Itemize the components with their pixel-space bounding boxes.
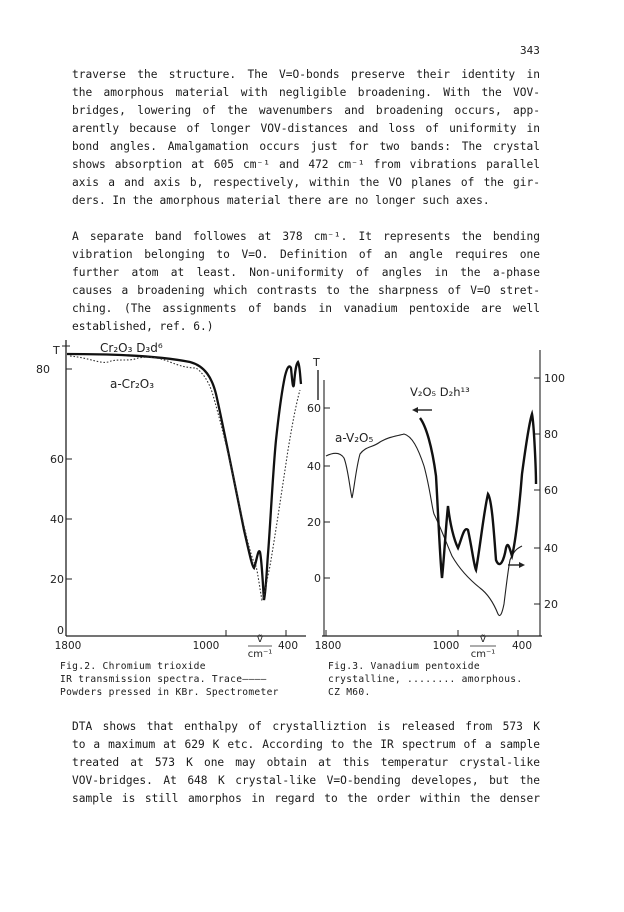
- text-line: VOV-bridges. At 648 K crystal-like V=O-bending developes, but the: [72, 774, 540, 787]
- text-line: traverse the structure. The V=O-bonds preserve their identity in: [72, 68, 540, 81]
- fig3-y-tick-left: 20: [307, 516, 321, 529]
- fig3-x-symbol: ṽ: [480, 634, 486, 645]
- caption-line: crystalline, ........ amorphous.: [328, 674, 523, 685]
- text-line: arently because of longer VOV-distances and loss of uniformity in: [72, 122, 540, 135]
- fig2-label-amorphous: a-Cr₂O₃: [110, 377, 155, 391]
- fig2-y-tick: 20: [50, 573, 64, 586]
- fig2-x-tick: 1000: [192, 640, 220, 652]
- paragraph-2: [72, 228, 540, 336]
- text-line: vibration belonging to V=O. Definition of an angle requires one: [72, 248, 540, 261]
- paragraph-1: [72, 66, 540, 210]
- figure-2-plot: [36, 340, 306, 660]
- text-line: bond angles. Amalgamation occurs just for two bands: The crystal: [72, 140, 540, 153]
- fig3-x-tick: 400: [511, 640, 533, 652]
- caption-line: CZ M60.: [328, 687, 371, 698]
- text-line: DTA shows that enthalpy of crystalliztion is released from 573 K: [72, 720, 540, 733]
- text-line: sample is still amorphos in regard to the order within the denser: [72, 792, 540, 805]
- text-line: A separate band followes at 378 cm⁻¹. It represents the bending: [72, 230, 540, 243]
- text-line: causes a broadening which contrasts to the sharpness of V=O stret-: [72, 284, 540, 297]
- figure-3-plot: [307, 350, 565, 660]
- fig3-crystalline-trace: [420, 414, 536, 578]
- fig3-x-unit: cm⁻¹: [470, 649, 496, 660]
- fig2-x-tick: 1800: [54, 640, 82, 652]
- fig3-amorphous-trace: [326, 434, 522, 616]
- text-line: ders. In the amorphous material there are no longer such axes.: [72, 194, 490, 207]
- fig3-y-tick-right: 40: [544, 542, 558, 555]
- text-line: further atom at least. Non-uniformity of angles in the a-phase: [72, 266, 540, 279]
- fig2-y-tick: 80: [36, 363, 50, 376]
- fig3-y-axis-letter: T: [313, 356, 320, 369]
- fig3-y-tick-left: 40: [307, 460, 321, 473]
- figure-3-caption: [328, 660, 522, 699]
- fig3-y-tick-right: 60: [544, 484, 558, 497]
- fig2-y-tick: 40: [50, 513, 64, 526]
- fig3-y-tick-left: 0: [314, 572, 321, 585]
- caption-line: IR transmission spectra. Trace————: [60, 674, 267, 685]
- fig2-y-tick: 0: [57, 624, 64, 637]
- fig2-x-tick: 400: [277, 640, 299, 652]
- fig2-y-axis-letter: T: [53, 344, 60, 357]
- fig3-y-tick-left: 60: [307, 402, 321, 415]
- text-line: the amorphous material with negligible broadening. With the VOV-: [72, 86, 540, 99]
- fig3-x-tick: 1000: [432, 640, 460, 652]
- fig3-y-tick-right: 100: [544, 372, 565, 385]
- fig2-crystalline-trace: [67, 354, 301, 600]
- fig2-amorphous-trace: [70, 356, 300, 600]
- figure-2-caption: [60, 660, 279, 699]
- page-number: 343: [520, 44, 540, 57]
- fig2-x-unit: cm⁻¹: [247, 649, 273, 660]
- fig3-label-amorphous: a-V₂O₅: [335, 431, 374, 445]
- fig3-y-tick-right: 80: [544, 428, 558, 441]
- fig3-x-tick: 1800: [314, 640, 342, 652]
- text-line: axis a and axis b, respectively, within the VO planes of the gir-: [72, 176, 540, 189]
- text-line: bridges, lowering of the wavenumbers and broadening occurs, app-: [72, 104, 540, 117]
- paragraph-3: [72, 718, 540, 808]
- caption-line: Fig.2. Chromium trioxide: [60, 661, 206, 672]
- fig3-label-crystalline: V₂O₅ D₂h¹³: [410, 385, 470, 399]
- text-line: treated at 573 K one may obtain at this temperatur crystal-like: [72, 756, 540, 769]
- text-line: ching. (The assignments of bands in vanadium pentoxide are well: [72, 302, 540, 315]
- fig2-x-symbol: ṽ: [257, 634, 263, 645]
- text-line: to a maximum at 629 K etc. According to the IR spectrum of a sample: [72, 738, 540, 751]
- text-line: established, ref. 6.): [72, 320, 214, 333]
- fig2-label-crystalline: Cr₂O₃ D₃d⁶: [100, 341, 163, 355]
- caption-line: Powders pressed in KBr. Spectrometer: [60, 687, 279, 698]
- caption-line: Fig.3. Vanadium pentoxide: [328, 661, 480, 672]
- fig2-y-tick: 60: [50, 453, 64, 466]
- fig3-y-tick-right: 20: [544, 598, 558, 611]
- text-line: shows absorption at 605 cm⁻¹ and 472 cm⁻¹ from vibrations parallel: [72, 158, 540, 171]
